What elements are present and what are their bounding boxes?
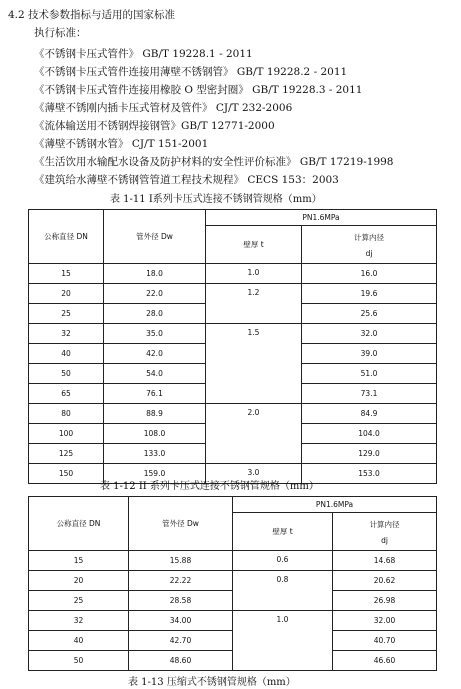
cell-dn: 50 <box>29 364 104 384</box>
cell-dw: 108.0 <box>104 424 206 444</box>
cell-dj: 20.62 <box>333 571 437 591</box>
cell-dn: 25 <box>29 304 104 324</box>
cell-dn: 32 <box>29 611 129 631</box>
table-row <box>29 571 437 591</box>
cell-t: 1.0 <box>206 264 302 284</box>
header-inner-diameter <box>302 226 437 264</box>
cell-dw: 88.9 <box>104 404 206 424</box>
cell-t: 1.2 <box>206 284 302 324</box>
cell-dn: 40 <box>29 344 104 364</box>
cell-dj: 16.0 <box>302 264 437 284</box>
cell-t: 2.0 <box>206 404 302 464</box>
cell-dj: 39.0 <box>302 344 437 364</box>
header-dw: 管外径 Dw <box>129 497 233 551</box>
cell-dn: 20 <box>29 571 129 591</box>
cell-t: 0.6 <box>233 551 333 571</box>
cell-dw: 22.22 <box>129 571 233 591</box>
cell-dw: 22.0 <box>104 284 206 304</box>
header-dj: dj <box>365 248 373 258</box>
cell-dn: 20 <box>29 284 104 304</box>
header-inner-diameter <box>333 513 437 551</box>
cell-dn: 65 <box>29 384 104 404</box>
standard-item: 《生活饮用水输配水设备及防护材料的安全性评价标准》 GB/T 17219-1998 <box>34 156 394 168</box>
cell-dw: 76.1 <box>104 384 206 404</box>
table-row <box>29 611 437 631</box>
cell-dw: 18.0 <box>104 264 206 284</box>
table1-series-1-spec <box>28 209 437 484</box>
header-inner-label: 计算内径 <box>369 519 400 529</box>
standard-item: 《不锈钢卡压式管件连接用橡胶 O 型密封圈》 GB/T 19228.3 - 2011 <box>34 84 363 96</box>
standard-item: 《流体输送用不锈钢焊接钢管》GB/T 12771-2000 <box>34 120 275 132</box>
cell-dn: 150 <box>29 464 104 484</box>
standard-item: 《不锈钢卡压式管件》 GB/T 19228.1 - 2011 <box>34 48 253 60</box>
header-inner-label: 计算内径 <box>354 232 384 242</box>
cell-dj: 26.98 <box>333 591 437 611</box>
cell-dn: 50 <box>29 651 129 671</box>
cell-dw: 35.0 <box>104 324 206 344</box>
cell-dj: 73.1 <box>302 384 437 404</box>
cell-dj: 51.0 <box>302 364 437 384</box>
section-heading: 4.2 技术参数指标与适用的国家标准 <box>8 9 176 21</box>
cell-dj: 40.70 <box>333 631 437 651</box>
cell-dj: 84.9 <box>302 404 437 424</box>
cell-dj: 32.0 <box>302 324 437 344</box>
table-row <box>29 324 437 344</box>
cell-dj: 19.6 <box>302 284 437 304</box>
cell-dw: 48.60 <box>129 651 233 671</box>
header-dn: 公称直径 DN <box>29 210 104 264</box>
cell-dj: 153.0 <box>302 464 437 484</box>
header-dn: 公称直径 DN <box>29 497 129 551</box>
table2-series-2-spec <box>28 496 437 671</box>
cell-dw: 15.88 <box>129 551 233 571</box>
standard-item: 《不锈钢卡压式管件连接用薄壁不锈钢管》 GB/T 19228.2 - 2011 <box>34 66 348 78</box>
cell-dw: 42.70 <box>129 631 233 651</box>
cell-dw: 34.00 <box>129 611 233 631</box>
standard-item: 《薄壁不锈刚内插卡压式管材及管件》 CJ/T 232-2006 <box>34 102 293 114</box>
table-row <box>29 404 437 424</box>
table3-caption: 表 1-13 压缩式不锈钢管规格（mm） <box>128 677 296 688</box>
cell-dn: 80 <box>29 404 104 424</box>
cell-t: 1.0 <box>233 611 333 671</box>
header-pn: PN1.6MPa <box>233 497 437 513</box>
standard-item: 《建筑给水薄壁不锈钢管管道工程技术规程》 CECS 153：2003 <box>34 174 339 186</box>
table-row <box>29 551 437 571</box>
cell-dw: 159.0 <box>104 464 206 484</box>
cell-dw: 133.0 <box>104 444 206 464</box>
cell-dj: 104.0 <box>302 424 437 444</box>
header-wall-thickness: 壁厚 t <box>206 226 302 264</box>
cell-dw: 42.0 <box>104 344 206 364</box>
cell-t: 3.0 <box>206 464 302 484</box>
cell-dw: 54.0 <box>104 364 206 384</box>
standards-list <box>34 45 394 189</box>
cell-dw: 28.0 <box>104 304 206 324</box>
cell-dj: 129.0 <box>302 444 437 464</box>
cell-dn: 32 <box>29 324 104 344</box>
cell-dn: 15 <box>29 551 129 571</box>
cell-dw: 28.58 <box>129 591 233 611</box>
cell-dn: 125 <box>29 444 104 464</box>
header-dj: dj <box>381 535 388 545</box>
standards-label: 执行标准： <box>34 27 87 39</box>
cell-t: 0.8 <box>233 571 333 611</box>
header-wall-thickness: 壁厚 t <box>233 513 333 551</box>
table-row <box>29 284 437 304</box>
cell-dn: 100 <box>29 424 104 444</box>
cell-dn: 25 <box>29 591 129 611</box>
cell-dj: 25.6 <box>302 304 437 324</box>
table1-caption: 表 1-11 Ⅰ系列卡压式连接不锈钢管规格（mm） <box>110 194 322 205</box>
cell-t: 1.5 <box>206 324 302 404</box>
cell-dj: 14.68 <box>333 551 437 571</box>
table2-caption: 表 1-12 II 系列卡压式连接不锈钢管规格（mm） <box>100 481 319 492</box>
cell-dn: 40 <box>29 631 129 651</box>
cell-dj: 32.00 <box>333 611 437 631</box>
table-row <box>29 264 437 284</box>
header-pn: PN1.6MPa <box>206 210 437 226</box>
cell-dj: 46.60 <box>333 651 437 671</box>
header-dw: 管外径 Dw <box>104 210 206 264</box>
cell-dn: 15 <box>29 264 104 284</box>
standard-item: 《薄壁不锈钢水管》 CJ/T 151-2001 <box>34 138 209 150</box>
